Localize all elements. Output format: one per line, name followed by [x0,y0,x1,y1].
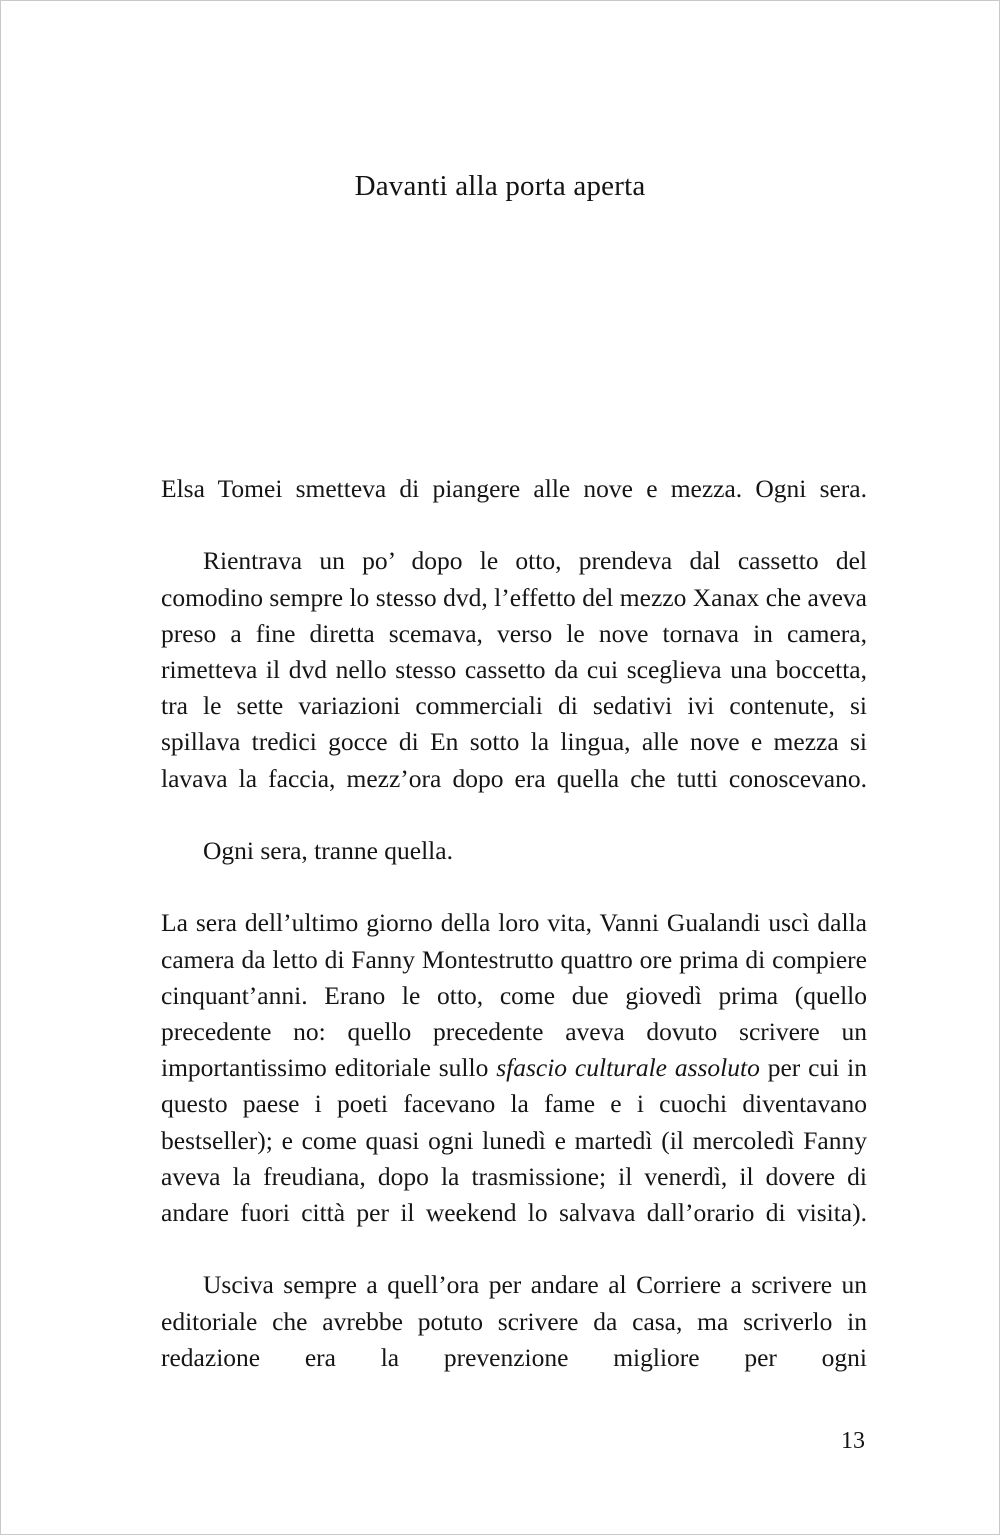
paragraph-3: Ogni sera, tranne quella. [203,836,453,866]
paragraph-1: Elsa Tomei smetteva di piangere alle nove e mezza. Ogni sera. [161,474,867,503]
paragraph-4-text-before-italic: La sera dell’ultimo giorno della loro vita, Vanni Gualandi uscì dalla camera da letto di Fanny Montestrutto quattro ore prima di compiere cinquant’anni. Erano le otto, come due giovedì prima (quello precedente no: quello precedente aveva dovuto scrivere un importantissimo editoriale sullo [161,908,867,1083]
body-text-block [161,471,867,1412]
paragraph-2: Rientrava un po’ dopo le otto, prendeva dal cassetto del comodino sempre lo stesso dvd, l’effetto del mezzo Xanax che aveva preso a fine diretta scemava, verso le nove tornava in camera, rimetteva il dvd nello stesso cassetto da cui sceglieva una boccetta, tra le sette variazioni commerciali di sedativi ivi contenute, si spillava tredici gocce di En sotto la lingua, alle nove e mezza si lavava la faccia, mezz’ora dopo era quella che tutti conoscevano. [161,546,867,793]
paragraph-4-text-after-italic: per cui in questo paese i poeti facevano la fame e i cuochi diventavano bestseller); e come quasi ogni lunedì e martedì (il mercoledì Fanny aveva la freudiana, dopo la trasmissione; il venerdì, il dovere di andare fuori città per il weekend lo salvava dall’orario di visita). [161,1053,867,1228]
chapter-title: Davanti alla porta aperta [354,170,646,203]
paragraph-4-italic-phrase: sfascio culturale assoluto [496,1053,760,1083]
paragraph-4 [161,905,867,1267]
paragraph-break-spacer [161,869,867,905]
page-number: 13 [841,1428,865,1454]
paragraph-5: Usciva sempre a quell’ora per andare al Corriere a scrivere un editoriale che avrebbe potuto scrivere da casa, ma scriverlo in redazione era la prevenzione migliore per ogni [161,1270,867,1372]
